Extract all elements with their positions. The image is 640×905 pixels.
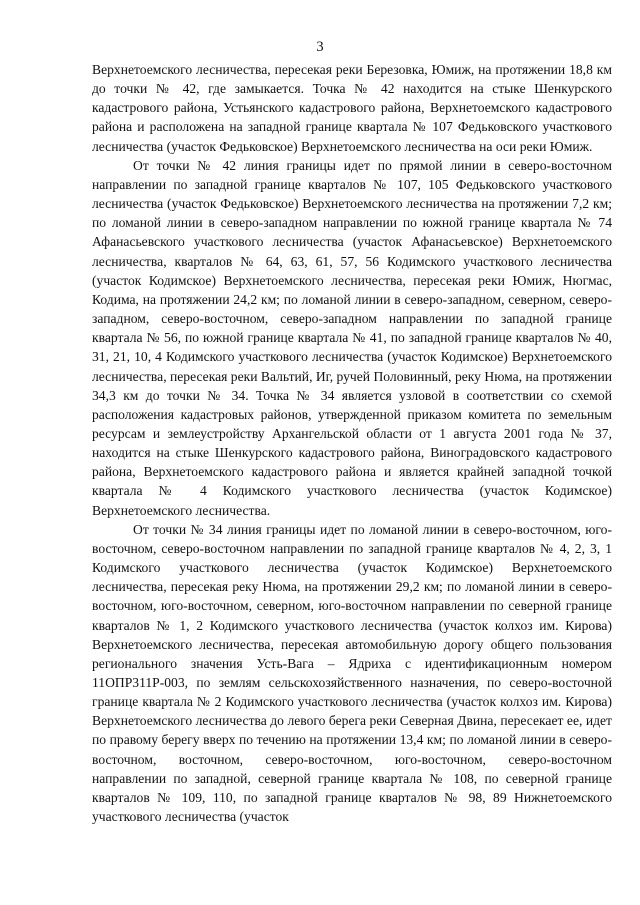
paragraph-3: От точки № 34 линия границы идет по ломаной линии в северо-восточном, юго-восточном, северо-восточном направлении по западной границе кварталов № 4, 2, 3, 1 Кодимского участкового лесничества (участок Кодимское) Верхнетоемского лесничества, пересекая реку Нюма, на протяжении 29,2 км; по ломаной линии в северо-восточном, юго-восточном, северном, юго-восточном направлении по северной границе кварталов № 1, 2 Кодимского участкового лесничества (участок колхоз им. Кирова) Верхнетоемского лесничества, пересекая автомобильную дорогу общего пользования регионального значения Усть-Вага – Ядриха с идентификационным номером 11ОПР311Р-003, по землям сельскохозяйственного назначения, по северо-восточной границе квартала № 2 Кодимского участкового лесничества (участок колхоз им. Кирова) Верхнетоемского лесничества до левого берега реки Северная Двина, пересекает ее, идет по правому берегу вверх по течению на протяжении 13,4 км; по ломаной линии в северо-восточном, восточном, северо-восточном, юго-восточном, северо-восточном направлении по западной, северной границе квартала № 108, по северной границе кварталов № 109, 110, по западной границе кварталов № 98, 89 Нижнетоемского участкового лесничества (участок [92,521,612,825]
paragraph-1: Верхнетоемского лесничества, пересекая реки Березовка, Юмиж, на протяжении 18,8 км до точки № 42, где замыкается. Точка № 42 находится на стыке Шенкурского кадастрового района, Устьянского кадастрового района, Верхнетоемского кадастрового района и расположена на западной границе квартала № 107 Федьковского участкового лесничества (участок Федьковское) Верхнетоемского лесничества на оси реки Юмиж. [92,62,612,154]
document-body [92,60,612,826]
paragraph-2: От точки № 42 линия границы идет по прямой линии в северо-восточном направлении по западной границе кварталов № 107, 105 Федьковского участкового лесничества (участок Федьковское) Верхнетоемского лесничества на протяжении 7,2 км; по ломаной линии в северо-западном направлении по южной границе квартала № 74 Афанасьевского участкового лесничества (участок Афанасьевское) Верхнетоемского лесничества, кварталов № 64, 63, 61, 57, 56 Кодимского участкового лесничества (участок Кодимское) Верхнетоемского лесничества, пересекая реки Юмиж, Нюгмас, Кодима, на протяжении 24,2 км; по ломаной линии в северо-западном, северном, северо-западном, северо-восточном, северо-западном направлении по западной границе квартала № 56, по южной границе квартала № 41, по западной границе кварталов № 40, 31, 21, 10, 4 Кодимского участкового лесничества (участок Кодимское) Верхнетоемского лесничества, пересекая реки Вальтий, Иг, ручей Половинный, реку Нюма, на протяжении 34,3 км до точки № 34. Точка № 34 является узловой в соответствии со схемой расположения кадастровых районов, утвержденной приказом комитета по земельным ресурсам и землеустройству Архангельской области от 1 августа 2001 года № 37, находится на стыке Шенкурского кадастрового района, Виноградовского кадастрового района, Верхнетоемского кадастрового района и является крайней западной точкой квартала № 4 Кодимского участкового лесничества (участок Кодимское) Верхнетоемского лесничества. [92,157,612,518]
page-number: 3 [316,39,324,55]
